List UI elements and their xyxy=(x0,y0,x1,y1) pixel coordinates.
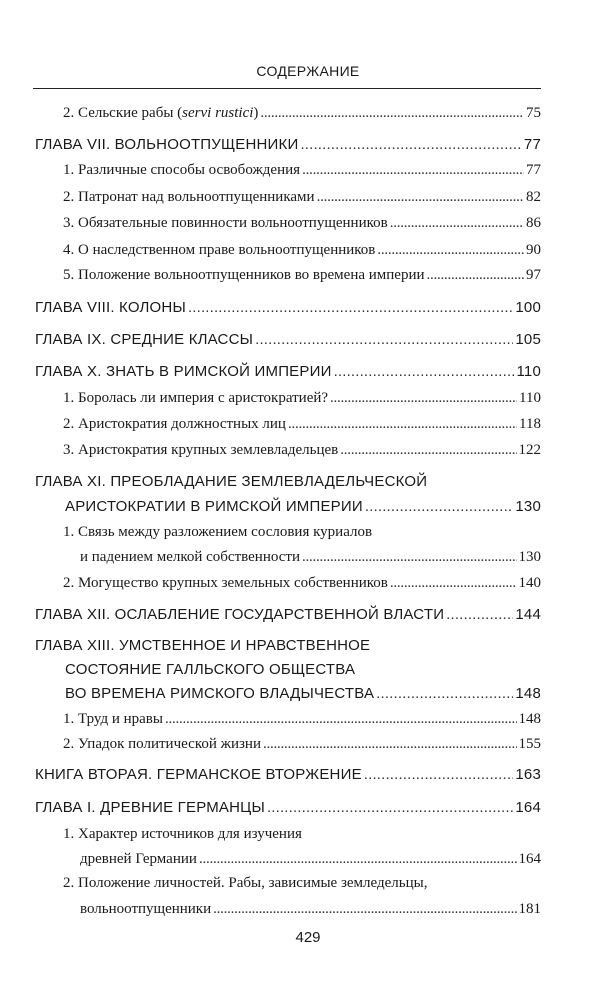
toc-entry-title xyxy=(63,103,258,123)
toc-entry-text: древней Германии xyxy=(80,851,197,867)
toc-entry-title xyxy=(63,187,315,207)
dot-leader xyxy=(213,899,516,919)
toc-chapter[interactable] xyxy=(35,605,541,625)
dot-leader xyxy=(199,849,517,869)
toc-entry-text: ГЛАВА IX. СРЕДНИЕ КЛАССЫ xyxy=(35,331,254,348)
dot-leader xyxy=(330,388,517,408)
toc-entry-title xyxy=(35,298,186,318)
toc-page-number: 75 xyxy=(526,105,541,121)
toc-chapter[interactable] xyxy=(35,798,541,818)
toc-entry-text: АРИСТОКРАТИИ В РИМСКОЙ ИМПЕРИИ xyxy=(65,498,363,515)
toc-entry-text: 2. Патронат над вольноотпущенниками xyxy=(63,189,315,205)
toc-entry-text: 3. Обязательные повинности вольноотпущенников xyxy=(63,215,388,231)
toc-chapter[interactable] xyxy=(65,497,541,517)
dot-leader xyxy=(446,605,513,625)
toc-entry-title xyxy=(63,265,425,285)
toc-page-number: 181 xyxy=(518,901,541,917)
toc-chapter[interactable] xyxy=(35,765,541,785)
toc-chapter[interactable] xyxy=(35,298,541,318)
toc-entry-title xyxy=(80,849,197,869)
toc-entry-title xyxy=(80,547,300,567)
dot-leader xyxy=(267,798,513,818)
toc-entry-title xyxy=(35,362,332,382)
toc-page-number: 90 xyxy=(526,242,541,258)
toc-entry-title xyxy=(63,709,163,729)
dot-leader xyxy=(188,298,513,318)
toc-entry-text: 2. Упадок политической жизни xyxy=(63,736,261,752)
dot-leader xyxy=(260,103,524,123)
toc-page-number: 144 xyxy=(515,606,541,623)
page-number: 429 xyxy=(295,929,321,946)
toc-page-number: 118 xyxy=(519,416,541,432)
toc-entry-title xyxy=(35,330,253,350)
dot-leader xyxy=(302,547,517,567)
toc-entry-text: КНИГА ВТОРАЯ. ГЕРМАНСКОЕ ВТОРЖЕНИЕ xyxy=(35,766,362,783)
toc-section[interactable] xyxy=(63,103,541,123)
toc-section[interactable] xyxy=(63,240,541,260)
toc-entry-title xyxy=(80,899,211,919)
toc-section[interactable] xyxy=(63,709,541,729)
toc-page-number: 164 xyxy=(518,851,541,867)
toc-page-number: 77 xyxy=(526,162,541,178)
toc-entry-text: 2. Аристократия должностных лиц xyxy=(63,416,286,432)
toc-entry-text: ГЛАВА VIII. КОЛОНЫ xyxy=(35,299,186,316)
toc-page-number: 110 xyxy=(519,390,541,406)
dot-leader xyxy=(376,684,513,704)
toc-section[interactable] xyxy=(63,187,541,207)
dot-leader xyxy=(300,135,521,155)
toc-entry-line: 2. Положение личностей. Рабы, зависимые земледельцы, xyxy=(63,875,428,891)
toc-entry-text: 3. Аристократия крупных землевладельцев xyxy=(63,442,339,458)
toc-entry-title xyxy=(65,684,374,704)
toc-page-number: 140 xyxy=(518,575,541,591)
dot-leader xyxy=(302,160,524,180)
dot-leader xyxy=(317,187,524,207)
toc-entry-line: СОСТОЯНИЕ ГАЛЛЬСКОГО ОБЩЕСТВА xyxy=(65,661,356,678)
dot-leader xyxy=(377,240,524,260)
toc-section[interactable] xyxy=(63,734,541,754)
toc-entry-title xyxy=(65,497,363,517)
toc-section[interactable] xyxy=(63,573,541,593)
toc-entry-line: ГЛАВА XIII. УМСТВЕННОЕ И НРАВСТВЕННОЕ xyxy=(35,637,371,654)
toc-section[interactable] xyxy=(63,213,541,233)
toc-entry-text: 1. Различные способы освобождения xyxy=(63,162,301,178)
toc-entry-title xyxy=(35,605,444,625)
toc-page-number: 164 xyxy=(515,799,541,816)
toc-page-number: 130 xyxy=(515,498,541,515)
toc-entry-text: 2. Могущество крупных земельных собственников xyxy=(63,575,388,591)
toc-page-number: 148 xyxy=(515,685,541,702)
dot-leader xyxy=(427,265,524,285)
toc-entry-text: вольноотпущенники xyxy=(80,901,212,917)
toc-entry-title xyxy=(63,414,286,434)
toc-entry-text: ГЛАВА I. ДРЕВНИЕ ГЕРМАНЦЫ xyxy=(35,799,265,816)
toc-entry-text: 1. Боролась ли империя с аристократией? xyxy=(63,390,329,406)
toc-page-number: 163 xyxy=(515,766,541,783)
toc-chapter[interactable] xyxy=(35,362,541,382)
toc-page-number: 130 xyxy=(518,549,541,565)
toc-section[interactable] xyxy=(63,440,541,460)
toc-entry-text: 1. Труд и нравы xyxy=(63,711,163,727)
dot-leader xyxy=(334,362,515,382)
toc-section[interactable] xyxy=(63,160,541,180)
dot-leader xyxy=(390,213,524,233)
toc-page-number: 122 xyxy=(518,442,541,458)
toc-entry-title xyxy=(35,135,298,155)
toc-entry-title xyxy=(63,440,338,460)
toc-section[interactable] xyxy=(63,388,541,408)
toc-entry-line: ГЛАВА XI. ПРЕОБЛАДАНИЕ ЗЕМЛЕВЛАДЕЛЬЧЕСКОЙ xyxy=(35,473,428,490)
toc-entry-title xyxy=(35,798,265,818)
dot-leader xyxy=(165,709,517,729)
toc-section[interactable] xyxy=(63,414,541,434)
toc-page-number: 155 xyxy=(518,736,541,752)
dot-leader xyxy=(255,330,513,350)
toc-page-number: 110 xyxy=(516,363,541,380)
toc-entry-text: ГЛАВА X. ЗНАТЬ В РИМСКОЙ ИМПЕРИИ xyxy=(35,363,332,380)
toc-entry-text: ГЛАВА VII. ВОЛЬНООТПУЩЕННИКИ xyxy=(35,136,299,153)
toc-page-number: 105 xyxy=(515,331,541,348)
dot-leader xyxy=(340,440,516,460)
toc-entry-title xyxy=(63,388,328,408)
toc-chapter[interactable] xyxy=(35,135,541,155)
toc-entry-title xyxy=(63,213,388,233)
toc-section[interactable] xyxy=(63,265,541,285)
running-header: СОДЕРЖАНИЕ xyxy=(256,63,360,79)
toc-entry-text: ГЛАВА XII. ОСЛАБЛЕНИЕ ГОСУДАРСТВЕННОЙ ВЛАСТИ xyxy=(35,606,445,623)
toc-entry-title xyxy=(63,240,375,260)
toc-entry-title xyxy=(35,765,362,785)
toc-entry-text: ВО ВРЕМЕНА РИМСКОГО ВЛАДЫЧЕСТВА xyxy=(65,685,375,702)
dot-leader xyxy=(288,414,517,434)
toc-entry-tail: ) xyxy=(253,105,259,121)
toc-entry-text: и падением мелкой собственности xyxy=(80,549,300,565)
toc-chapter[interactable] xyxy=(65,684,541,704)
dot-leader xyxy=(365,497,514,517)
toc-entry-title xyxy=(63,573,388,593)
toc-entry-text: 2. Сельские рабы ( xyxy=(63,105,183,121)
toc-entry-text: 4. О наследственном праве вольноотпущенников xyxy=(63,242,376,258)
toc-page-number: 100 xyxy=(515,299,541,316)
toc-entry-latin: servi rustici xyxy=(182,105,254,121)
toc-entry-title xyxy=(63,734,261,754)
toc-page-number: 148 xyxy=(518,711,541,727)
dot-leader xyxy=(263,734,517,754)
toc-entry-title xyxy=(63,160,300,180)
toc-section[interactable] xyxy=(80,849,541,869)
toc-page-number: 77 xyxy=(523,136,541,153)
toc-page-number: 97 xyxy=(526,267,541,283)
toc-section[interactable] xyxy=(80,547,541,567)
toc-entry-text: 5. Положение вольноотпущенников во времена империи xyxy=(63,267,425,283)
dot-leader xyxy=(364,765,514,785)
toc-entry-line: 1. Связь между разложением сословия куриалов xyxy=(63,524,373,540)
toc-chapter[interactable] xyxy=(35,330,541,350)
toc-section[interactable] xyxy=(80,899,541,919)
toc-page-number: 82 xyxy=(526,189,541,205)
dot-leader xyxy=(390,573,517,593)
toc-page-number: 86 xyxy=(526,215,541,231)
toc-entry-line: 1. Характер источников для изучения xyxy=(63,826,302,842)
